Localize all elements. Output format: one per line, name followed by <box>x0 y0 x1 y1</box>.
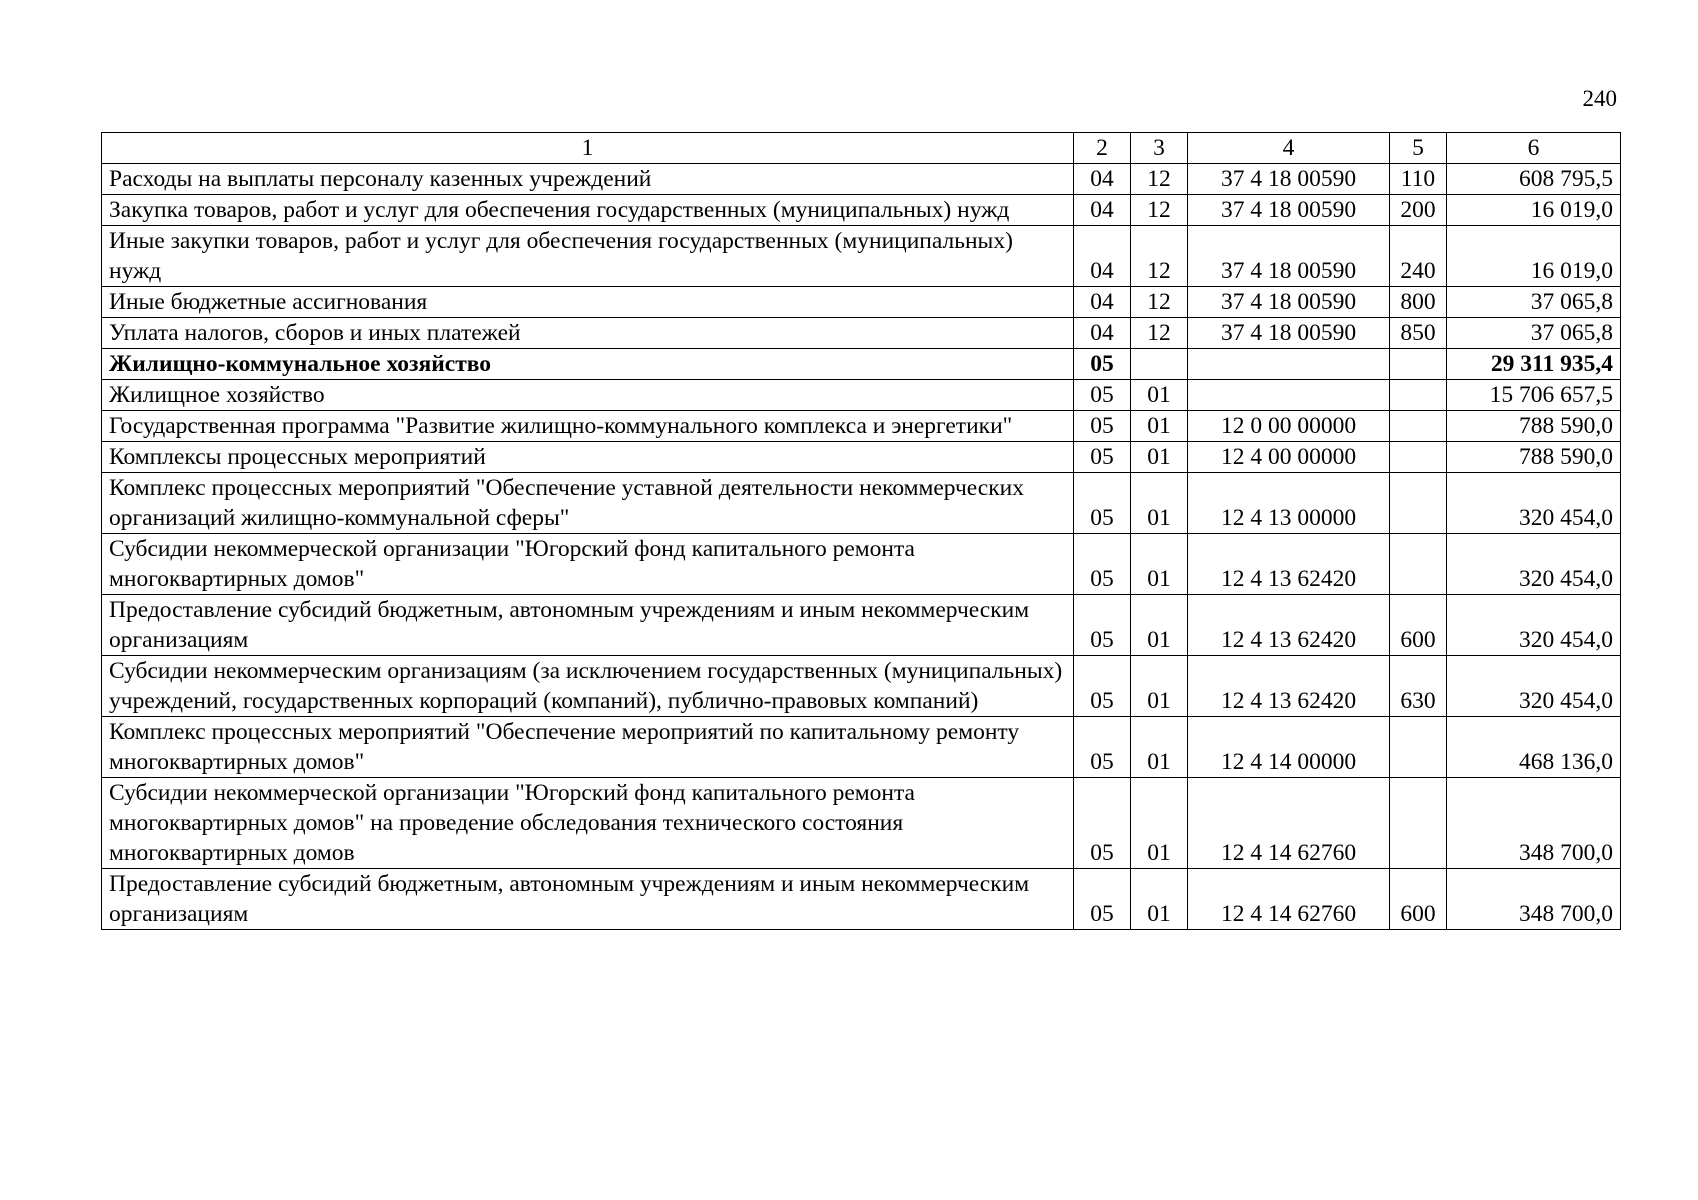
table-body <box>102 133 1621 930</box>
row-section-cell: 05 <box>1074 656 1131 717</box>
row-subsection-cell: 01 <box>1131 778 1188 869</box>
row-name-cell: Иные закупки товаров, работ и услуг для обеспечения государственных (муниципальных) нужд <box>102 226 1074 287</box>
row-name-cell: Субсидии некоммерческой организации "Югорский фонд капитального ремонта многоквартирных домов" <box>102 534 1074 595</box>
table-row <box>102 411 1621 442</box>
table-row <box>102 164 1621 195</box>
row-expense-type-cell <box>1390 349 1447 380</box>
column-header-6: 6 <box>1447 133 1621 164</box>
row-amount-cell: 37 065,8 <box>1447 287 1621 318</box>
row-section-cell: 05 <box>1074 595 1131 656</box>
row-amount-cell: 348 700,0 <box>1447 778 1621 869</box>
table-row <box>102 442 1621 473</box>
column-header-1: 1 <box>102 133 1074 164</box>
row-expense-type-cell <box>1390 473 1447 534</box>
row-target-article-cell: 12 4 14 62760 <box>1188 778 1390 869</box>
row-target-article-cell: 37 4 18 00590 <box>1188 226 1390 287</box>
table-row <box>102 473 1621 534</box>
row-subsection-cell <box>1131 349 1188 380</box>
table-row <box>102 778 1621 869</box>
row-section-cell: 04 <box>1074 287 1131 318</box>
row-subsection-cell: 01 <box>1131 595 1188 656</box>
column-number-row <box>102 133 1621 164</box>
row-amount-cell: 788 590,0 <box>1447 411 1621 442</box>
row-amount-cell: 348 700,0 <box>1447 869 1621 930</box>
row-target-article-cell: 12 4 13 62420 <box>1188 534 1390 595</box>
row-target-article-cell <box>1188 349 1390 380</box>
row-name-cell: Государственная программа "Развитие жилищно-коммунального комплекса и энергетики" <box>102 411 1074 442</box>
table-row <box>102 534 1621 595</box>
row-target-article-cell: 12 4 14 62760 <box>1188 869 1390 930</box>
row-subsection-cell: 01 <box>1131 411 1188 442</box>
row-section-cell: 05 <box>1074 411 1131 442</box>
row-section-cell: 04 <box>1074 195 1131 226</box>
table-row <box>102 869 1621 930</box>
row-section-cell: 04 <box>1074 226 1131 287</box>
row-subsection-cell: 12 <box>1131 287 1188 318</box>
row-name-cell: Закупка товаров, работ и услуг для обеспечения государственных (муниципальных) нужд <box>102 195 1074 226</box>
row-amount-cell: 16 019,0 <box>1447 195 1621 226</box>
row-target-article-cell: 37 4 18 00590 <box>1188 318 1390 349</box>
row-expense-type-cell: 600 <box>1390 595 1447 656</box>
row-name-cell: Жилищно-коммунальное хозяйство <box>102 349 1074 380</box>
column-header-2: 2 <box>1074 133 1131 164</box>
row-section-cell: 05 <box>1074 349 1131 380</box>
row-section-cell: 05 <box>1074 380 1131 411</box>
row-expense-type-cell: 110 <box>1390 164 1447 195</box>
table-row <box>102 656 1621 717</box>
row-section-cell: 04 <box>1074 164 1131 195</box>
row-target-article-cell: 12 4 00 00000 <box>1188 442 1390 473</box>
row-amount-cell: 29 311 935,4 <box>1447 349 1621 380</box>
table-row <box>102 380 1621 411</box>
row-name-cell: Комплекс процессных мероприятий "Обеспечение мероприятий по капитальному ремонту многоквартирных домов" <box>102 717 1074 778</box>
row-section-cell: 05 <box>1074 442 1131 473</box>
row-expense-type-cell <box>1390 717 1447 778</box>
row-expense-type-cell: 800 <box>1390 287 1447 318</box>
row-name-cell: Комплексы процессных мероприятий <box>102 442 1074 473</box>
row-target-article-cell: 12 0 00 00000 <box>1188 411 1390 442</box>
row-section-cell: 05 <box>1074 473 1131 534</box>
row-subsection-cell: 12 <box>1131 226 1188 287</box>
row-name-cell: Комплекс процессных мероприятий "Обеспечение уставной деятельности некоммерческих организаций жилищно-коммунальной сферы" <box>102 473 1074 534</box>
row-amount-cell: 15 706 657,5 <box>1447 380 1621 411</box>
budget-table <box>101 132 1621 930</box>
row-expense-type-cell: 630 <box>1390 656 1447 717</box>
row-expense-type-cell: 850 <box>1390 318 1447 349</box>
row-subsection-cell: 01 <box>1131 380 1188 411</box>
row-amount-cell: 37 065,8 <box>1447 318 1621 349</box>
row-name-cell: Предоставление субсидий бюджетным, автономным учреждениям и иным некоммерческим организациям <box>102 595 1074 656</box>
row-name-cell: Жилищное хозяйство <box>102 380 1074 411</box>
page-number: 240 <box>1582 86 1617 111</box>
column-header-4: 4 <box>1188 133 1390 164</box>
row-subsection-cell: 01 <box>1131 717 1188 778</box>
row-subsection-cell: 01 <box>1131 656 1188 717</box>
table-row <box>102 226 1621 287</box>
row-target-article-cell: 12 4 14 00000 <box>1188 717 1390 778</box>
row-section-cell: 04 <box>1074 318 1131 349</box>
row-name-cell: Расходы на выплаты персоналу казенных учреждений <box>102 164 1074 195</box>
table-row <box>102 717 1621 778</box>
row-expense-type-cell: 200 <box>1390 195 1447 226</box>
row-expense-type-cell <box>1390 778 1447 869</box>
row-target-article-cell: 12 4 13 62420 <box>1188 656 1390 717</box>
row-section-cell: 05 <box>1074 534 1131 595</box>
column-header-5: 5 <box>1390 133 1447 164</box>
row-name-cell: Предоставление субсидий бюджетным, автономным учреждениям и иным некоммерческим организациям <box>102 869 1074 930</box>
row-subsection-cell: 12 <box>1131 164 1188 195</box>
row-target-article-cell: 37 4 18 00590 <box>1188 195 1390 226</box>
row-subsection-cell: 12 <box>1131 318 1188 349</box>
table-row <box>102 595 1621 656</box>
row-target-article-cell <box>1188 380 1390 411</box>
row-target-article-cell: 37 4 18 00590 <box>1188 164 1390 195</box>
row-expense-type-cell: 240 <box>1390 226 1447 287</box>
row-name-cell: Субсидии некоммерческой организации "Югорский фонд капитального ремонта многоквартирных домов" на проведение обследования технического состояния многоквартирных домов <box>102 778 1074 869</box>
row-amount-cell: 320 454,0 <box>1447 473 1621 534</box>
table-row <box>102 195 1621 226</box>
row-expense-type-cell <box>1390 442 1447 473</box>
row-section-cell: 05 <box>1074 778 1131 869</box>
row-subsection-cell: 01 <box>1131 442 1188 473</box>
row-amount-cell: 320 454,0 <box>1447 595 1621 656</box>
row-expense-type-cell <box>1390 380 1447 411</box>
table-row <box>102 287 1621 318</box>
row-name-cell: Иные бюджетные ассигнования <box>102 287 1074 318</box>
row-amount-cell: 16 019,0 <box>1447 226 1621 287</box>
row-subsection-cell: 01 <box>1131 869 1188 930</box>
row-target-article-cell: 12 4 13 00000 <box>1188 473 1390 534</box>
row-name-cell: Субсидии некоммерческим организациям (за исключением государственных (муниципальных) учреждений, государственных корпораций (компаний), публично-правовых компаний) <box>102 656 1074 717</box>
row-amount-cell: 320 454,0 <box>1447 656 1621 717</box>
row-amount-cell: 788 590,0 <box>1447 442 1621 473</box>
row-amount-cell: 468 136,0 <box>1447 717 1621 778</box>
row-subsection-cell: 12 <box>1131 195 1188 226</box>
row-section-cell: 05 <box>1074 717 1131 778</box>
row-name-cell: Уплата налогов, сборов и иных платежей <box>102 318 1074 349</box>
row-target-article-cell: 12 4 13 62420 <box>1188 595 1390 656</box>
row-expense-type-cell <box>1390 411 1447 442</box>
row-expense-type-cell: 600 <box>1390 869 1447 930</box>
row-amount-cell: 320 454,0 <box>1447 534 1621 595</box>
row-target-article-cell: 37 4 18 00590 <box>1188 287 1390 318</box>
row-subsection-cell: 01 <box>1131 534 1188 595</box>
column-header-3: 3 <box>1131 133 1188 164</box>
row-section-cell: 05 <box>1074 869 1131 930</box>
table-row <box>102 349 1621 380</box>
table-row <box>102 318 1621 349</box>
row-subsection-cell: 01 <box>1131 473 1188 534</box>
row-amount-cell: 608 795,5 <box>1447 164 1621 195</box>
row-expense-type-cell <box>1390 534 1447 595</box>
